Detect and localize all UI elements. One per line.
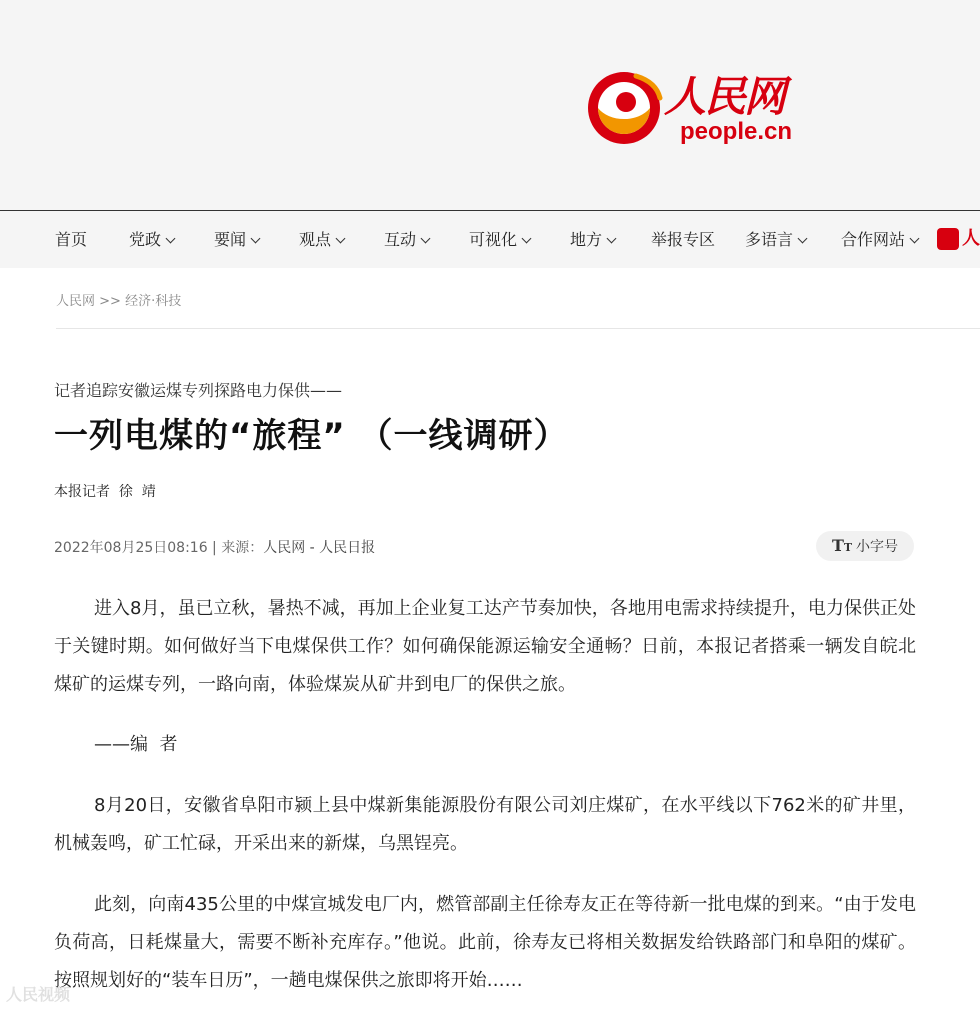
editor-note: ——编 者 xyxy=(94,734,178,755)
chevron-down-icon xyxy=(251,234,261,244)
article-paragraph: 8月20日，安徽省阜阳市颍上县中煤新集能源股份有限公司刘庄煤矿，在水平线以下762米的矿井里，机械轰鸣，矿工忙碌，开采出来的新煤，乌黑锃亮。 xyxy=(54,795,916,854)
chevron-down-icon xyxy=(166,234,176,244)
breadcrumb-separator: >> xyxy=(99,294,121,309)
masthead xyxy=(0,0,980,210)
chevron-down-icon xyxy=(522,234,532,244)
nav-item-languages[interactable]: 多语言 xyxy=(745,211,806,268)
logo-text-cn: 人民网 xyxy=(664,72,785,121)
chevron-down-icon xyxy=(421,234,431,244)
article-date: 2022年08月25日08:16 xyxy=(54,540,208,556)
logo-emblem-icon xyxy=(586,68,666,148)
nav-app-icon[interactable] xyxy=(937,228,959,250)
article-paragraph: 此刻，向南435公里的中煤宣城发电厂内，燃管部副主任徐寿友正在等待新一批电煤的到来。“由于发电负荷高，日耗煤量大，需要不断补充库存。”他说。此前，徐寿友已将相关数据发给铁路部门和阜阳的煤矿。按照规划好的“装车日历”，一趟电煤保供之旅即将开始…… xyxy=(54,894,916,991)
article-source-link[interactable]: 人民网 - 人民日报 xyxy=(263,540,376,556)
article-paragraph: 进入8月，虽已立秋，暑热不减，再加上企业复工达产节奏加快，各地用电需求持续提升，电力保供正处于关键时期。如何做好当下电煤保供工作？如何确保能源运输安全通畅？日前，本报记者搭乘一辆发自皖北煤矿的运煤专列，一路向南，体验煤炭从矿井到电厂的保供之旅。 xyxy=(54,598,916,695)
chevron-down-icon xyxy=(910,234,920,244)
article-title: 一列电煤的“旅程” （一线调研） xyxy=(54,416,569,456)
chevron-down-icon xyxy=(798,234,808,244)
nav-item-home[interactable]: 首页 xyxy=(55,230,88,249)
logo-text-en: people.cn xyxy=(680,118,793,145)
nav-item-local[interactable]: 地方 xyxy=(570,211,615,268)
nav-item-news[interactable]: 要闻 xyxy=(214,211,259,268)
chevron-down-icon xyxy=(336,234,346,244)
nav-item-partners[interactable]: 合作网站 xyxy=(841,211,918,268)
breadcrumb xyxy=(56,290,181,309)
video-watermark: 人民视频 xyxy=(6,985,71,1004)
meta-separator: | xyxy=(207,540,222,556)
article-meta xyxy=(54,537,375,557)
nav-app-label[interactable]: 人 xyxy=(962,228,980,249)
nav-item-visual[interactable]: 可视化 xyxy=(469,211,530,268)
source-label: 来源： xyxy=(221,540,264,556)
font-size-label: 小字号 xyxy=(856,539,899,555)
article-kicker: 记者追踪安徽运煤专列探路电力保供—— xyxy=(54,381,343,400)
font-size-toggle-button[interactable] xyxy=(816,531,914,561)
nav-item-opinion[interactable]: 观点 xyxy=(299,211,344,268)
font-size-icon: TT xyxy=(831,536,853,555)
divider xyxy=(56,328,980,329)
article-byline: 本报记者 徐 靖 xyxy=(54,484,156,500)
main-nav xyxy=(0,210,980,268)
people-cn-logo[interactable] xyxy=(586,62,816,152)
nav-item-report[interactable]: 举报专区 xyxy=(651,230,716,249)
breadcrumb-home[interactable]: 人民网 xyxy=(56,294,96,309)
nav-item-party[interactable]: 党政 xyxy=(129,211,174,268)
breadcrumb-section[interactable]: 经济·科技 xyxy=(125,294,182,309)
nav-item-interact[interactable]: 互动 xyxy=(384,211,429,268)
chevron-down-icon xyxy=(607,234,617,244)
